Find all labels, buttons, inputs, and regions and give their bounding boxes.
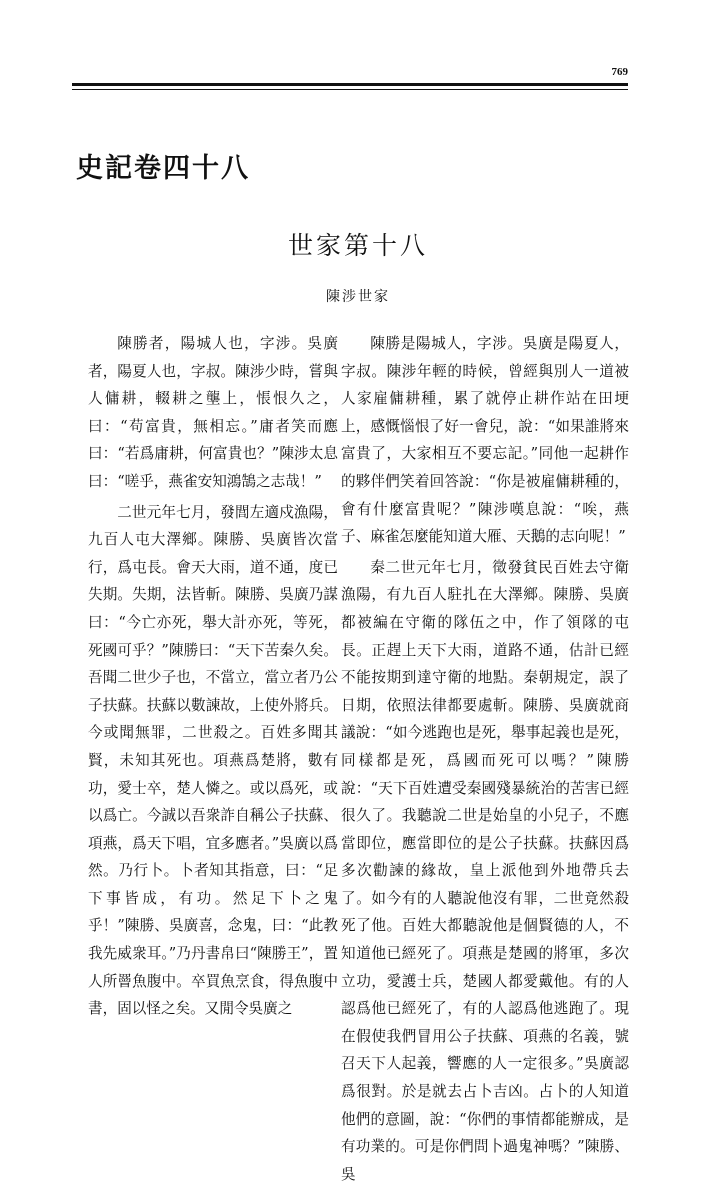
book-title: 史記卷四十八 bbox=[76, 153, 250, 184]
page-number: 769 bbox=[611, 66, 628, 78]
translation-paragraph-1: 陳勝是陽城人，字涉。吳廣是陽夏人，字叔。陳涉年輕的時候，曾經與別人一道被人家雇傭耕種，累了就停止耕作站在田埂上，感慨惱恨了好一會兒，說：“如果誰將來富貴了，大家相互不要忘記。”同他一起耕作的夥伴們笑着回答說：“你是被雇傭耕種的，會有什麼富貴呢？”陳涉嘆息說：“唉，燕子、麻雀怎麼能知道大雁、天鵝的志向呢！” bbox=[341, 335, 629, 546]
classical-paragraph-2: 二世元年七月，發閭左適戍漁陽，九百人屯大澤鄉。陳勝、吳廣皆次當行，爲屯長。會天大雨，道不通，度已失期。失期，法皆斬。陳勝、吳廣乃謀曰：“今亡亦死，舉大計亦死，等死，死國可乎？”陳勝曰：“天下苦秦久矣。吾聞二世少子也，不當立，當立者乃公子扶蘇。扶蘇以數諫故，上使外將兵。今或聞無罪，二世殺之。百姓多聞其賢，未知其死也。項燕爲楚將，數有功，愛士卒，楚人憐之。或以爲死，或以爲亡。今誠以吾衆詐自稱公子扶蘇、項燕，爲天下唱，宜多應者。”吳廣以爲然。乃行卜。卜者知其指意，曰：“足下事皆成，有功。然足下卜之鬼乎！”陳勝、吳廣喜，念鬼，曰：“此教我先威衆耳。”乃丹書帛曰“陳勝王”，置人所罾魚腹中。卒買魚烹食，得魚腹中書，固以怪之矣。又閒令吳廣之 bbox=[88, 503, 338, 1018]
header-rule-thick bbox=[72, 83, 628, 86]
classical-text-column bbox=[88, 330, 338, 1026]
chapter-title: 陳涉世家 bbox=[326, 289, 390, 305]
translation-column bbox=[341, 330, 629, 1191]
header-rule-thin bbox=[72, 89, 628, 90]
translation-paragraph-2: 秦二世元年七月，徵發貧民百姓去守衛漁陽，有九百人駐扎在大澤鄉。陳勝、吳廣都被編在守衛的隊伍之中，作了領隊的屯長。正趕上天下大雨，道路不通，估計已經不能按期到達守衛的地點。秦朝規定，誤了日期，依照法律都要處斬。陳勝、吳廣就商議說：“如今逃跑也是死，舉事起義也是死，同樣都是死，爲國而死可以嗎？”陳勝說：“天下百姓遭受秦國殘暴統治的苦害已經很久了。我聽說二世是始皇的小兒子，不應當即位，應當即位的是公子扶蘇。扶蘇因爲多次勸諫的緣故，皇上派他到外地帶兵去了。如今有的人聽說他沒有罪，二世竟然殺死了他。百姓大都聽說他是個賢德的人，不知道他已經死了。項燕是楚國的將軍，多次立功，愛護士兵，楚國人都愛戴他。有的人認爲他已經死了，有的人認爲他逃跑了。現在假使我們冒用公子扶蘇、項燕的名義，號召天下人起義，響應的人一定很多。”吳廣認爲很對。於是就去占卜吉凶。占卜的人知道他們的意圖，說：“你們的事情都能辦成，是有功業的。可是你們問卜過鬼神嗎？”陳勝、吳 bbox=[341, 558, 629, 1183]
section-title: 世家第十八 bbox=[287, 231, 428, 260]
classical-paragraph-1: 陳勝者，陽城人也，字涉。吳廣者，陽夏人也，字叔。陳涉少時，嘗與人傭耕，輟耕之壟上，悵恨久之，曰：“苟富貴，無相忘。”庸者笑而應曰：“若爲庸耕，何富貴也？”陳涉太息曰：“嗟乎，燕雀安知鴻鵠之志哉！” bbox=[88, 335, 338, 490]
